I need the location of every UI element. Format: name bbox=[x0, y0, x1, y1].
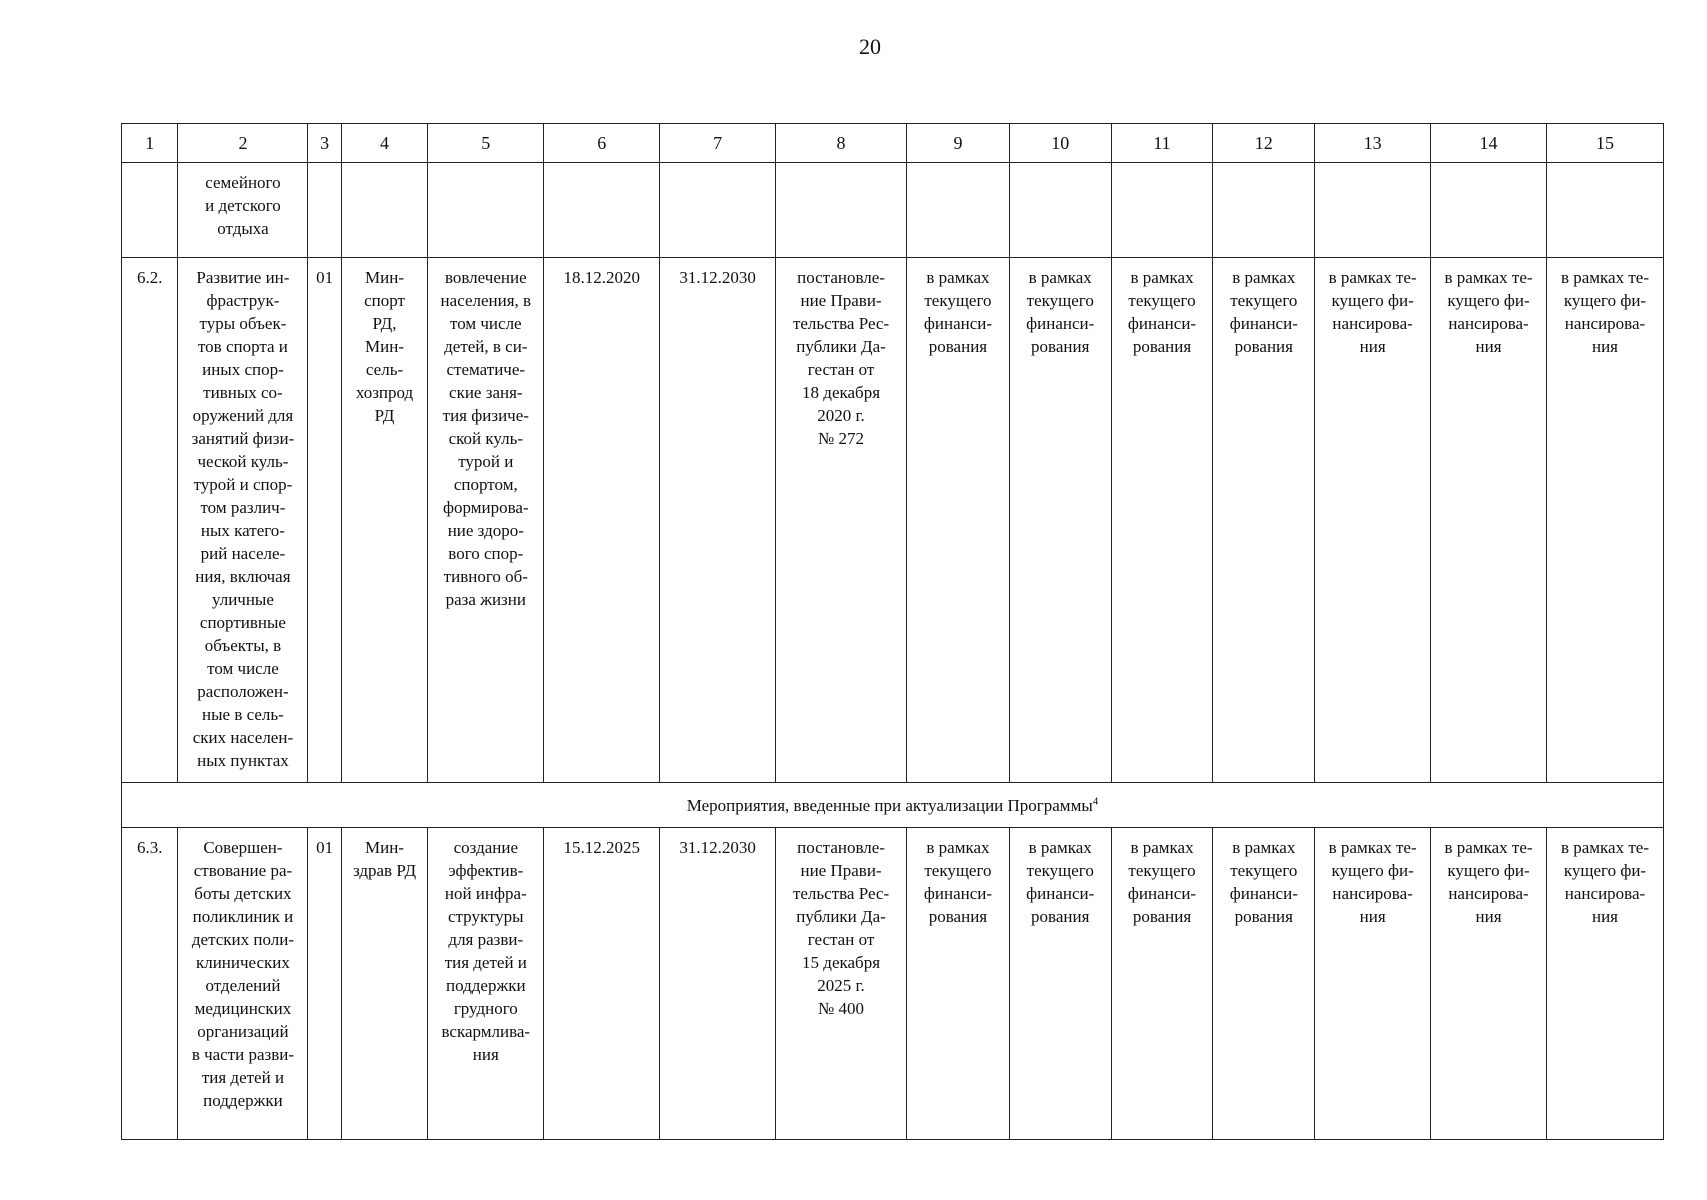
cell-financing: в рамках те- кущего фи- нансирова- ния bbox=[1315, 258, 1431, 783]
section-title-cell bbox=[122, 783, 1664, 828]
header-cell: 7 bbox=[660, 124, 776, 163]
section-row bbox=[122, 783, 1664, 828]
cell-empty bbox=[1315, 163, 1431, 258]
cell-name: Развитие ин- фраструк- туры объек- тов спорта и иных спор- тивных со- оружений для занятий физи- ческой куль- турой и спор- том различ- ных катего- рий населе- ния, включая уличные спортивные объекты, в том числе расположен- ные в сель- ских населен- ных пунктах bbox=[178, 258, 308, 783]
cell-result: создание эффектив- ной инфра- структуры для разви- тия детей и поддержки грудного вскармлива- ния bbox=[428, 828, 544, 1140]
cell-financing: в рамках те- кущего фи- нансирова- ния bbox=[1546, 258, 1663, 783]
cell-document: постановле- ние Прави- тельства Рес- публики Да- гестан от 15 декабря 2025 г. № 400 bbox=[776, 828, 907, 1140]
header-cell: 13 bbox=[1315, 124, 1431, 163]
cell-financing: в рамках текущего финанси- рования bbox=[907, 828, 1010, 1140]
cell-financing: в рамках текущего финанси- рования bbox=[1009, 258, 1111, 783]
cell-name: семейного и детского отдыха bbox=[178, 163, 308, 258]
cell-financing: в рамках текущего финанси- рования bbox=[1213, 258, 1315, 783]
cell-number: 6.3. bbox=[122, 828, 178, 1140]
cell-financing: в рамках те- кущего фи- нансирова- ния bbox=[1431, 828, 1547, 1140]
cell-start-date: 15.12.2025 bbox=[544, 828, 660, 1140]
cell-empty bbox=[341, 163, 428, 258]
cell-result: вовлечение населения, в том числе детей, в си- стематиче- ские заня- тия физиче- ской куль- турой и спортом, формирова- ние здоро- вого спор- тивного об- раза жизни bbox=[428, 258, 544, 783]
cell-code: 01 bbox=[308, 258, 341, 783]
table-row-continued bbox=[122, 163, 1664, 258]
header-cell: 4 bbox=[341, 124, 428, 163]
header-cell: 6 bbox=[544, 124, 660, 163]
cell-empty bbox=[1431, 163, 1547, 258]
cell-financing: в рамках текущего финанси- рования bbox=[907, 258, 1010, 783]
header-cell: 15 bbox=[1546, 124, 1663, 163]
page-number: 20 bbox=[859, 34, 881, 59]
cell-financing: в рамках те- кущего фи- нансирова- ния bbox=[1546, 828, 1663, 1140]
header-cell: 9 bbox=[907, 124, 1010, 163]
cell-empty bbox=[1009, 163, 1111, 258]
cell-financing: в рамках текущего финанси- рования bbox=[1111, 258, 1213, 783]
header-cell: 1 bbox=[122, 124, 178, 163]
cell-empty bbox=[544, 163, 660, 258]
cell-empty bbox=[428, 163, 544, 258]
cell-end-date: 31.12.2030 bbox=[660, 828, 776, 1140]
cell-document: постановле- ние Прави- тельства Рес- публики Да- гестан от 18 декабря 2020 г. № 272 bbox=[776, 258, 907, 783]
cell-empty bbox=[660, 163, 776, 258]
program-table bbox=[121, 123, 1664, 1140]
cell-empty bbox=[1111, 163, 1213, 258]
section-title: Мероприятия, введенные при актуализации Программы bbox=[686, 795, 1093, 815]
cell-code: 01 bbox=[308, 828, 341, 1140]
cell-number: 6.2. bbox=[122, 258, 178, 783]
cell-number bbox=[122, 163, 178, 258]
cell-financing: в рамках текущего финанси- рования bbox=[1009, 828, 1111, 1140]
header-cell: 3 bbox=[308, 124, 341, 163]
cell-empty bbox=[907, 163, 1010, 258]
header-cell: 10 bbox=[1009, 124, 1111, 163]
cell-executor: Мин- спорт РД, Мин- сель- хозпрод РД bbox=[341, 258, 428, 783]
header-row bbox=[122, 124, 1664, 163]
cell-end-date: 31.12.2030 bbox=[660, 258, 776, 783]
table-row bbox=[122, 258, 1664, 783]
footnote-mark: 4 bbox=[1092, 794, 1099, 807]
header-cell: 5 bbox=[428, 124, 544, 163]
table-row bbox=[122, 828, 1664, 1140]
header-cell: 8 bbox=[776, 124, 907, 163]
cell-financing: в рамках те- кущего фи- нансирова- ния bbox=[1315, 828, 1431, 1140]
cell-executor: Мин- здрав РД bbox=[341, 828, 428, 1140]
header-cell: 14 bbox=[1431, 124, 1547, 163]
cell-empty bbox=[776, 163, 907, 258]
cell-financing: в рамках те- кущего фи- нансирова- ния bbox=[1431, 258, 1547, 783]
cell-name: Совершен- ствование ра- боты детских поликлиник и детских поли- клинических отделений медицинских организаций в части разви- тия детей и поддержки bbox=[178, 828, 308, 1140]
cell-financing: в рамках текущего финанси- рования bbox=[1111, 828, 1213, 1140]
cell-empty bbox=[1213, 163, 1315, 258]
cell-empty bbox=[1546, 163, 1663, 258]
header-cell: 2 bbox=[178, 124, 308, 163]
cell-financing: в рамках текущего финанси- рования bbox=[1213, 828, 1315, 1140]
header-cell: 11 bbox=[1111, 124, 1213, 163]
cell-start-date: 18.12.2020 bbox=[544, 258, 660, 783]
header-cell: 12 bbox=[1213, 124, 1315, 163]
cell-empty bbox=[308, 163, 341, 258]
